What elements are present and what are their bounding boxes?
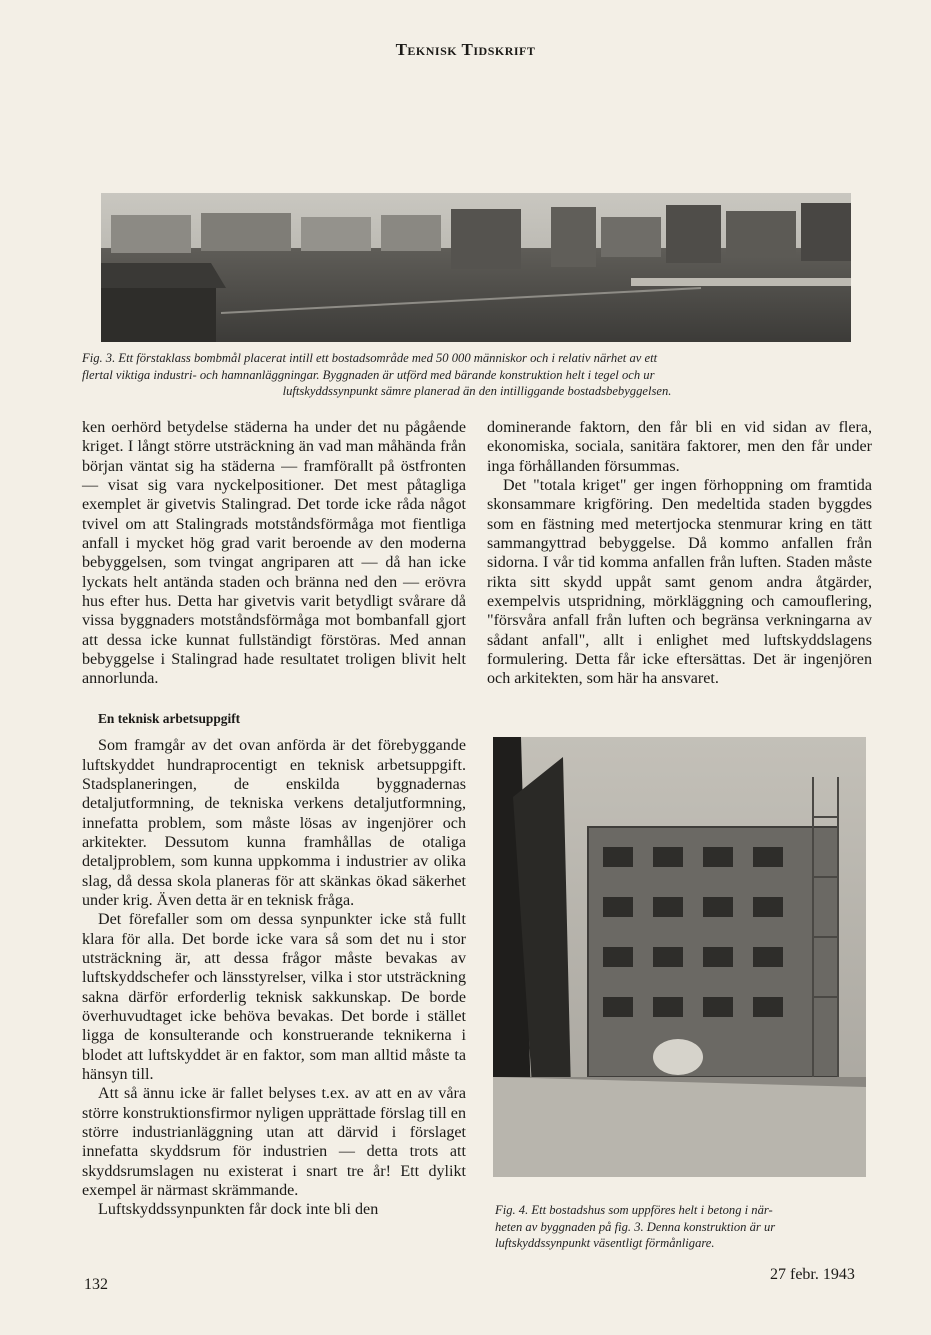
masthead-title: Teknisk Tidskrift — [395, 40, 536, 59]
figure-3-caption-line-3: luftskyddssynpunkt sämre planerad än den intilliggande bostadsbebyggelsen. — [282, 384, 672, 398]
right-paragraph-2: Det "totala kriget" ger ingen förhoppning om framtida skonsammare krigföring. Den medeltida staden byggdes som en fästning med metertjocka stenmurar kring en tätt sammangyttrad bebyggelse. Då kommo anfallen från sidorna. I vår tid komma anfallen från luften. Staden måste rikta sitt skydd uppåt samt genom andra åtgärder, exempelvis utspridning, mörkläggning och camouflering, "försvåra anfall från luften och begränsa verkningarna av sådant anfall", allt i enlighet med luftskyddslagens formulering. Detta får icke eftersättas. Det är ingenjören och arkitekten, som här ha ansvaret. — [487, 477, 872, 688]
figure-4-caption-line-3: luftskyddssynpunkt väsentligt förmånligare. — [495, 1236, 715, 1250]
left-column — [82, 418, 466, 1220]
page-number: 132 — [84, 1276, 108, 1293]
left-paragraph-3: Det förefaller som om dessa synpunkter icke stå fullt klara för alla. Det borde icke vara så som det nu i stor utsträckning är, att dessa frågor måste bevakas av luftskyddschefer och länsstyrelser, vilka i stor utsträckning sakna därför erforderlig teknisk sakkunskap. De borde överhuvudtaget icke behöva bevakas. Det borde i stället ligga de konsulterande och konstruerande teknikerna i blodet att luftskyddet är en faktor, som man alltid måste ta hänsyn till. — [82, 911, 466, 1083]
figure-3-caption-line-1: Fig. 3. Ett förstaklass bombmål placerat intill ett bostadsområde med 50 000 människor och i relativ närhet av ett — [82, 351, 658, 365]
right-column — [487, 418, 872, 689]
left-paragraph-1: ken oerhörd betydelse städerna ha under det nu pågående kriget. I långt större utsträckning än vad man måhända från början väntat sig ha städerna — framförallt på östfronten — visat sig vara nyckelpositioner. Det mest påtagliga exemplet är givetvis Stalingrad. Det torde icke råda något tvivel om att Stalingrads motståndsförmåga mot fientliga anfall i mycket hög grad varit beroende av den moderna bebyggelsen, som tvingat angriparen att — då han icke lyckats helt antända staden och bränna ned den — erövra hus efter hus. Detta har givetvis varit betydligt svårare då vissa byggnaders motståndsförmåga mot bombanfall gjort att dessa icke kunnat fullständigt förstöras. Med annan bebyggelse i Stalingrad hade resultatet troligen blivit helt annorlunda. — [82, 419, 466, 688]
figure-3-caption-line-2: flertal viktiga industri- och hamnanläggningar. Byggnaden är utförd med bärande konstruktion helt i tegel och ur — [82, 367, 655, 382]
section-subheading: En teknisk arbetsuppgift — [98, 710, 241, 726]
figure-3-caption — [82, 350, 872, 400]
issue-date: 27 febr. 1943 — [770, 1266, 855, 1283]
right-paragraph-1: dominerande faktorn, den får bli en vid sidan av flera, ekonomiska, sociala, sanitära faktorer, men den får under inga förhållanden försummas. — [487, 419, 872, 475]
figure-4-caption-line-2: heten av byggnaden på fig. 3. Denna konstruktion är ur — [495, 1219, 776, 1234]
left-paragraph-2: Som framgår av det ovan anförda är det förebyggande luftskyddet hundraprocentigt en teknisk arbetsuppgift. Stadsplaneringen, de enskilda byggnadernas detaljutformning, de tekniska verkens detaljutformning, innefatta problem, som måste lösas av ingenjörer och arkitekter. Dessutom kunna framhållas de otaliga detaljproblem, som kunna uppkomma i industrier av olika slag, då dessa skola planeras för att skänkas ökad säkerhet under krig. Även detta är en teknisk fråga. — [82, 737, 466, 909]
figure-3-photo — [101, 193, 851, 342]
figure-4-caption-line-1: Fig. 4. Ett bostadshus som uppföres helt i betong i när- — [495, 1203, 773, 1217]
figure-4-caption — [495, 1202, 875, 1252]
housing-area-panorama — [101, 193, 851, 342]
concrete-building-under-construction — [493, 737, 866, 1177]
left-paragraph-4: Att så ännu icke är fallet belyses t.ex. av att en av våra större konstruktionsfirmor nyligen upprättade förslag till en större industrianläggning utan att därvid i förslaget innefatta skyddsrum för industrien — detta trots att skyddsrumslagen nu existerat i snart tre år! Ett dylikt exempel är närmast skrämmande. — [82, 1085, 466, 1200]
figure-4-photo — [493, 737, 866, 1177]
left-paragraph-5: Luftskyddssynpunkten får dock inte bli den — [98, 1201, 379, 1219]
